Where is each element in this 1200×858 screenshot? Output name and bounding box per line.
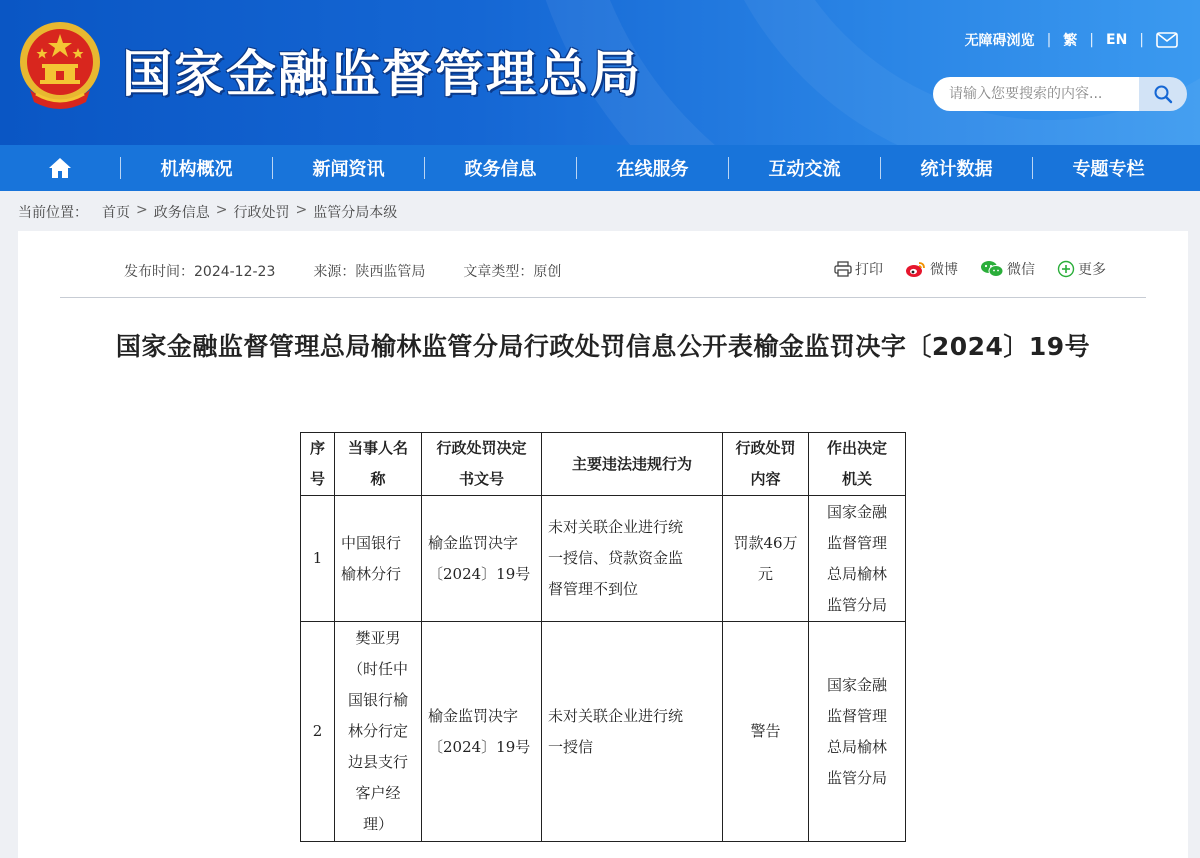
breadcrumb-separator: > — [136, 202, 148, 218]
site-title[interactable]: 国家金融监督管理总局 — [122, 45, 642, 103]
nav-item-interaction[interactable]: 互动交流 — [768, 159, 841, 180]
article-title: 国家金融监督管理总局榆林监管分局行政处罚信息公开表榆金监罚决字〔2024〕19号 — [115, 332, 1091, 361]
nav-item-about[interactable]: 机构概况 — [160, 159, 233, 180]
cell-authority: 国家金融 监督管理 总局榆林 监管分局 — [809, 622, 906, 842]
meta-divider — [60, 297, 1146, 298]
breadcrumb-branch[interactable]: 监管分局本级 — [313, 205, 398, 221]
breadcrumb-separator: > — [295, 202, 308, 218]
cell-party: 樊亚男 （时任中 国银行榆 林分行定 边县支行 客户经 理） — [335, 622, 422, 842]
penalty-table — [300, 432, 906, 842]
cell-no: 2 — [301, 622, 335, 842]
header-party: 当事人名 称 — [335, 433, 422, 496]
header-no: 序 号 — [301, 433, 335, 496]
nav-item-news[interactable]: 新闻资讯 — [312, 159, 385, 180]
cell-violation: 未对关联企业进行统 一授信、贷款资金监 督管理不到位 — [542, 496, 723, 622]
cell-authority: 国家金融 监督管理 总局榆林 监管分局 — [809, 496, 906, 622]
search-icon — [1153, 84, 1173, 104]
table-row — [301, 622, 906, 842]
print-label: 打印 — [855, 262, 883, 278]
nav-item-special-topics[interactable]: 专题专栏 — [1072, 159, 1145, 180]
nav-item-online-service[interactable]: 在线服务 — [616, 159, 689, 180]
cell-penalty: 罚款46万 元 — [723, 496, 809, 622]
search-button[interactable] — [1139, 77, 1187, 111]
search-input[interactable] — [933, 77, 1143, 111]
mail-icon[interactable] — [1156, 32, 1178, 48]
weibo-share-button[interactable] — [905, 259, 958, 279]
more-share-button[interactable] — [1057, 259, 1106, 279]
breadcrumb-label: 当前位置： — [18, 205, 88, 221]
divider: | — [1139, 32, 1144, 48]
cell-penalty: 警告 — [723, 622, 809, 842]
share-bar — [812, 259, 1106, 279]
cell-no: 1 — [301, 496, 335, 622]
english-link[interactable]: EN — [1106, 32, 1128, 48]
publish-time: 发布时间：2024-12-23 — [124, 264, 276, 280]
printer-icon — [834, 261, 852, 277]
site-header — [0, 0, 1200, 145]
article-source: 来源：陕西监管局 — [313, 264, 426, 280]
wechat-icon — [980, 260, 1004, 278]
table-header-row — [301, 433, 906, 496]
nav-item-government-info[interactable]: 政务信息 — [464, 159, 537, 180]
weibo-icon — [905, 260, 927, 278]
divider: | — [1046, 32, 1052, 48]
header-decision-doc: 行政处罚决定 书文号 — [422, 433, 542, 496]
print-button[interactable] — [834, 259, 883, 279]
breadcrumb-government-info[interactable]: 政务信息 — [153, 205, 210, 221]
breadcrumb-home[interactable]: 首页 — [102, 205, 130, 221]
top-links — [965, 30, 1178, 50]
penalty-table-wrap — [300, 432, 906, 842]
wechat-share-button[interactable] — [980, 259, 1035, 279]
table-row — [301, 496, 906, 622]
cell-party: 中国银行 榆林分行 — [335, 496, 422, 622]
cell-decision-doc: 榆金监罚决字 〔2024〕19号 — [422, 496, 542, 622]
home-icon — [47, 156, 73, 180]
nav-home[interactable] — [0, 145, 120, 191]
accessibility-link[interactable]: 无障碍浏览 — [964, 33, 1035, 49]
search-box — [933, 77, 1187, 111]
cell-decision-doc: 榆金监罚决字 〔2024〕19号 — [422, 622, 542, 842]
breadcrumb — [18, 202, 397, 222]
cell-violation: 未对关联企业进行统 一授信 — [542, 622, 723, 842]
national-emblem-icon[interactable] — [16, 20, 104, 112]
article-type: 文章类型：原创 — [463, 264, 562, 280]
header-authority: 作出决定 机关 — [809, 433, 906, 496]
header-violation: 主要违法违规行为 — [542, 433, 723, 496]
weibo-label: 微博 — [930, 262, 958, 278]
breadcrumb-penalty[interactable]: 行政处罚 — [233, 205, 290, 221]
more-label: 更多 — [1078, 262, 1106, 278]
plus-circle-icon — [1057, 260, 1075, 278]
header-penalty: 行政处罚 内容 — [723, 433, 809, 496]
wechat-label: 微信 — [1007, 262, 1035, 278]
traditional-chinese-link[interactable]: 繁 — [1063, 33, 1078, 49]
breadcrumb-separator: > — [215, 202, 228, 218]
main-nav — [0, 145, 1200, 191]
nav-item-statistics[interactable]: 统计数据 — [920, 159, 993, 180]
divider: | — [1089, 32, 1094, 48]
article-meta — [124, 261, 599, 281]
